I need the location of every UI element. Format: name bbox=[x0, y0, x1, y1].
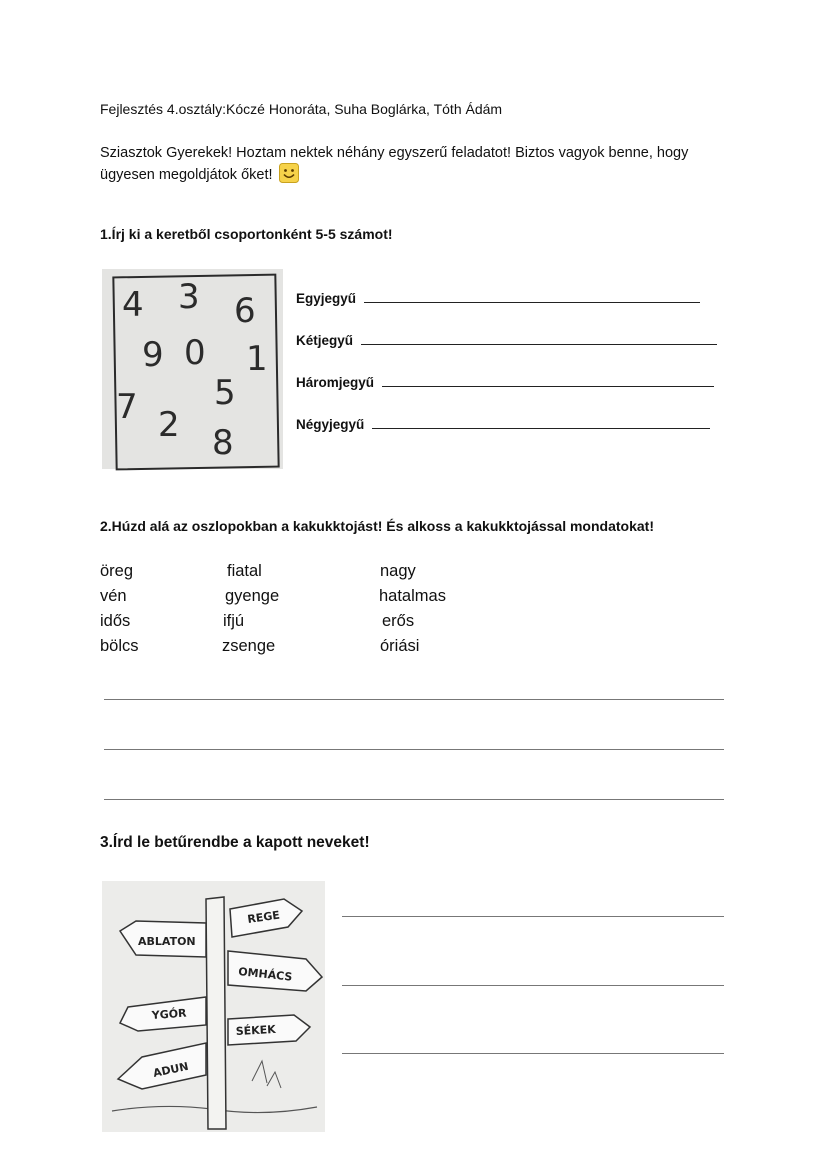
word[interactable]: ifjú bbox=[223, 612, 245, 630]
word[interactable]: fiatal bbox=[227, 562, 262, 580]
answer-row-egyjegyu[interactable] bbox=[296, 290, 700, 306]
digit: 9 bbox=[142, 335, 164, 375]
document-header: Fejlesztés 4.osztály:Kóczé Honoráta, Suha Boglárka, Tóth Ádám bbox=[100, 101, 503, 117]
digit: 2 bbox=[158, 405, 180, 445]
word[interactable]: hatalmas bbox=[379, 587, 446, 605]
word[interactable]: gyenge bbox=[225, 587, 280, 605]
sign-label: OMHÁCS bbox=[237, 965, 293, 984]
signpost-drawing bbox=[102, 881, 325, 1132]
answer-label: Egyjegyű bbox=[296, 291, 357, 306]
sign-label: ADUN bbox=[151, 1059, 190, 1080]
answer-line[interactable] bbox=[372, 416, 710, 429]
smiley-icon bbox=[279, 163, 299, 189]
sentence-line[interactable] bbox=[104, 699, 724, 700]
digit: 0 bbox=[184, 333, 206, 373]
intro-text bbox=[100, 143, 740, 189]
word[interactable]: öreg bbox=[100, 562, 134, 580]
answer-line[interactable] bbox=[382, 374, 714, 387]
word[interactable]: idős bbox=[100, 612, 131, 630]
signpost-image bbox=[102, 881, 325, 1132]
sign-label: SÉKEK bbox=[235, 1022, 277, 1038]
answer-line[interactable] bbox=[364, 290, 700, 303]
word[interactable]: erős bbox=[382, 612, 415, 630]
word[interactable]: nagy bbox=[380, 562, 416, 580]
answer-label: Négyjegyű bbox=[296, 417, 365, 432]
sign-label: REGE bbox=[246, 908, 281, 926]
digit: 4 bbox=[122, 285, 144, 325]
digit: 5 bbox=[214, 373, 236, 413]
word[interactable]: bölcs bbox=[100, 637, 139, 655]
name-answer-line[interactable] bbox=[342, 985, 724, 986]
digit: 7 bbox=[116, 387, 138, 427]
digit: 6 bbox=[234, 291, 256, 331]
intro-sentence: Sziasztok Gyerekek! Hoztam nektek néhány egyszerű feladatot! Biztos vagyok benne, hogy ügyesen megoldjátok őket! bbox=[100, 145, 689, 183]
digit: 3 bbox=[178, 277, 200, 317]
word[interactable]: vén bbox=[100, 587, 127, 605]
task3-title: 3.Írd le betűrendbe a kapott neveket! bbox=[100, 834, 370, 851]
answer-line[interactable] bbox=[361, 332, 717, 345]
word[interactable]: óriási bbox=[380, 637, 420, 655]
task1-title: 1.Írj ki a keretből csoportonként 5-5 számot! bbox=[100, 226, 393, 242]
sentence-line[interactable] bbox=[104, 749, 724, 750]
name-answer-line[interactable] bbox=[342, 1053, 724, 1054]
task2-title: 2.Húzd alá az oszlopokban a kakukktojást! És alkoss a kakukktojással mondatokat! bbox=[100, 518, 654, 534]
number-frame-image bbox=[102, 269, 283, 469]
answer-label: Háromjegyű bbox=[296, 375, 375, 390]
answer-label: Kétjegyű bbox=[296, 333, 354, 348]
digit: 1 bbox=[246, 339, 268, 379]
name-answer-line[interactable] bbox=[342, 916, 724, 917]
sign-label: YGÓR bbox=[151, 1006, 187, 1022]
sign-label: ABLATON bbox=[138, 935, 196, 948]
answer-row-haromjegyu[interactable] bbox=[296, 374, 714, 390]
answer-row-ketjegyu[interactable] bbox=[296, 332, 717, 348]
answer-row-negyjegyu[interactable] bbox=[296, 416, 710, 432]
sentence-line[interactable] bbox=[104, 799, 724, 800]
word[interactable]: zsenge bbox=[222, 637, 276, 655]
digit: 8 bbox=[212, 423, 234, 463]
